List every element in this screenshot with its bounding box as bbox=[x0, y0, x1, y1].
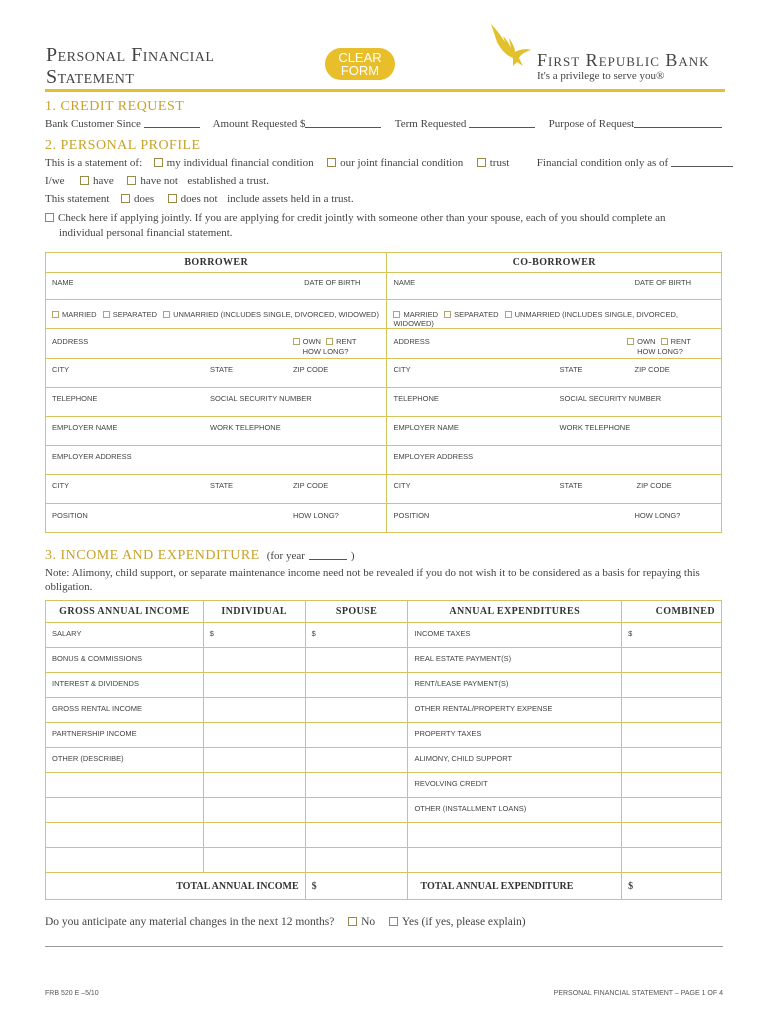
rent-label: RENT bbox=[670, 337, 691, 346]
expense-label-cell bbox=[408, 723, 622, 748]
established-label: established a trust. bbox=[187, 175, 269, 187]
coborrower-name-cell[interactable] bbox=[387, 273, 722, 300]
individual-value-cell[interactable] bbox=[203, 673, 305, 698]
expense-label: PROPERTY TAXES bbox=[414, 729, 482, 738]
dollar-sign: $ bbox=[311, 880, 317, 892]
individual-value-cell[interactable] bbox=[203, 773, 305, 798]
does-not-checkbox[interactable] bbox=[168, 194, 177, 203]
joint-note-line-1: Check here if applying jointly. If you are applying for credit jointly with someone other than your spouse, each of you should complete an bbox=[58, 212, 666, 224]
position-label: POSITION bbox=[52, 511, 88, 520]
name-label: NAME bbox=[393, 278, 416, 287]
dollar-sign: $ bbox=[209, 629, 214, 638]
purpose-label: Purpose of Request bbox=[548, 118, 635, 130]
state-label: STATE bbox=[210, 365, 234, 374]
coborrower-telephone-cell[interactable] bbox=[387, 388, 722, 417]
table-row bbox=[46, 723, 722, 748]
expense-label-cell bbox=[408, 748, 622, 773]
individual-value-cell[interactable] bbox=[203, 698, 305, 723]
spouse-value-cell[interactable] bbox=[305, 623, 408, 648]
coborrower-header: CO-BORROWER bbox=[387, 253, 722, 273]
expense-label: REVOLVING CREDIT bbox=[414, 779, 488, 788]
separated-label: SEPARATED bbox=[112, 310, 158, 319]
city-label: CITY bbox=[393, 365, 411, 374]
spouse-value-cell[interactable] bbox=[305, 798, 408, 823]
income-label: BONUS & COMMISSIONS bbox=[52, 654, 143, 663]
income-label-cell bbox=[46, 848, 204, 873]
rent-checkbox[interactable] bbox=[326, 338, 333, 345]
own-label: OWN bbox=[302, 337, 321, 346]
zip-label: ZIP CODE bbox=[293, 365, 329, 374]
borrower-employer-cell[interactable] bbox=[46, 417, 387, 446]
year-field[interactable] bbox=[309, 559, 347, 560]
total-income-cell bbox=[46, 873, 306, 900]
table-row bbox=[46, 648, 722, 673]
combined-value-cell[interactable] bbox=[622, 673, 722, 698]
expense-label-cell bbox=[408, 648, 622, 673]
state-label: STATE bbox=[559, 365, 583, 374]
expense-label: OTHER RENTAL/PROPERTY EXPENSE bbox=[414, 704, 553, 713]
employer-name-label: EMPLOYER NAME bbox=[52, 423, 118, 432]
profile-table bbox=[45, 252, 722, 533]
income-label-cell bbox=[46, 773, 204, 798]
income-label: SALARY bbox=[52, 629, 82, 638]
coborrower-position-cell[interactable] bbox=[387, 504, 722, 533]
rent-checkbox[interactable] bbox=[661, 338, 668, 345]
borrower-position-cell[interactable] bbox=[46, 504, 387, 533]
total-income-value[interactable] bbox=[305, 873, 408, 900]
spouse-value-cell[interactable] bbox=[305, 848, 408, 873]
coborrower-city-cell[interactable] bbox=[387, 359, 722, 388]
married-label: MARRIED bbox=[403, 310, 439, 319]
statement-of-line bbox=[45, 157, 733, 169]
borrower-employer-city-cell[interactable] bbox=[46, 475, 387, 504]
spouse-value-cell[interactable] bbox=[305, 673, 408, 698]
yes-label: Yes bbox=[401, 916, 419, 928]
expense-label-cell bbox=[408, 848, 622, 873]
income-label: PARTNERSHIP INCOME bbox=[52, 729, 137, 738]
expense-label-cell bbox=[408, 798, 622, 823]
no-checkbox[interactable] bbox=[348, 917, 357, 926]
table-row bbox=[46, 748, 722, 773]
income-label-cell bbox=[46, 698, 204, 723]
dob-label: DATE OF BIRTH bbox=[304, 278, 361, 287]
total-expenditure-cell bbox=[408, 873, 622, 900]
does-checkbox[interactable] bbox=[121, 194, 130, 203]
header-rule bbox=[45, 89, 725, 92]
unmarried-checkbox[interactable] bbox=[505, 311, 512, 318]
how-long-label: HOW LONG? bbox=[637, 347, 683, 356]
spouse-value-cell[interactable] bbox=[305, 723, 408, 748]
table-row bbox=[46, 798, 722, 823]
unmarried-label: UNMARRIED (INCLUDES SINGLE, DIVORCED, WIDOWED) bbox=[393, 310, 678, 328]
purpose-field[interactable] bbox=[634, 127, 722, 128]
how-long-label: HOW LONG? bbox=[302, 347, 349, 356]
tagline: It's a privilege to serve you® bbox=[537, 70, 665, 82]
rent-label: RENT bbox=[336, 337, 357, 346]
telephone-label: TELEPHONE bbox=[52, 394, 98, 403]
section-1-title: 1. CREDIT REQUEST bbox=[45, 99, 185, 114]
page-number: PERSONAL FINANCIAL STATEMENT – PAGE 1 OF 4 bbox=[553, 990, 723, 997]
borrower-name-cell[interactable] bbox=[46, 273, 387, 300]
employer-address-label: EMPLOYER ADDRESS bbox=[52, 452, 132, 461]
income-expenditure-table bbox=[45, 600, 722, 900]
trust-established-line bbox=[45, 175, 269, 187]
yes-checkbox[interactable] bbox=[389, 917, 398, 926]
total-expenditure-value[interactable] bbox=[622, 873, 722, 900]
question-text: Do you anticipate any material changes in the next 12 months? bbox=[45, 916, 335, 928]
expense-label-cell bbox=[408, 698, 622, 723]
section-3-title: 3. INCOME AND EXPENDITURE bbox=[45, 548, 260, 563]
expense-label: OTHER (INSTALLMENT LOANS) bbox=[414, 804, 527, 813]
borrower-telephone-cell[interactable] bbox=[46, 388, 387, 417]
telephone-label: TELEPHONE bbox=[393, 394, 439, 403]
close-paren: ) bbox=[350, 550, 355, 562]
combined-value-cell[interactable] bbox=[622, 698, 722, 723]
unmarried-checkbox[interactable] bbox=[163, 311, 170, 318]
own-checkbox[interactable] bbox=[627, 338, 634, 345]
joint-application-checkbox[interactable] bbox=[45, 213, 54, 222]
expense-label-cell bbox=[408, 623, 622, 648]
term-label: Term Requested bbox=[394, 118, 467, 130]
explain-line[interactable] bbox=[45, 946, 723, 947]
borrower-employer-address-cell[interactable] bbox=[46, 446, 387, 475]
does-label: does bbox=[133, 193, 155, 205]
expense-label: REAL ESTATE PAYMENT(S) bbox=[414, 654, 512, 663]
income-label: GROSS RENTAL INCOME bbox=[52, 704, 143, 713]
expense-label-cell bbox=[408, 673, 622, 698]
section-2-title: 2. PERSONAL PROFILE bbox=[45, 138, 201, 153]
form-id: FRB 520 E –5/10 bbox=[45, 990, 99, 997]
spouse-value-cell[interactable] bbox=[305, 823, 408, 848]
as-of-label: Financial condition only as of bbox=[536, 157, 669, 169]
bank-name: First Republic Bank bbox=[537, 50, 710, 70]
combined-value-cell[interactable] bbox=[622, 848, 722, 873]
combined-value-cell[interactable] bbox=[622, 623, 722, 648]
coborrower-employer-address-cell[interactable] bbox=[387, 446, 722, 475]
dollar-sign: $ bbox=[311, 629, 316, 638]
address-label: ADDRESS bbox=[393, 337, 430, 346]
credit-request-line bbox=[45, 118, 722, 130]
individual-value-cell[interactable] bbox=[203, 623, 305, 648]
employer-address-label: EMPLOYER ADDRESS bbox=[393, 452, 474, 461]
for-year-label: (for year bbox=[266, 550, 305, 562]
expense-label: ALIMONY, CHILD SUPPORT bbox=[414, 754, 513, 763]
title-line-1: Personal Financial bbox=[46, 44, 215, 66]
spouse-value-cell[interactable] bbox=[305, 648, 408, 673]
name-label: NAME bbox=[52, 278, 74, 287]
no-label: No bbox=[361, 916, 376, 928]
work-telephone-label: WORK TELEPHONE bbox=[559, 423, 631, 432]
unmarried-label: UNMARRIED (INCLUDES SINGLE, DIVORCED, WIDOWED) bbox=[173, 310, 379, 319]
coborrower-employer-city-cell[interactable] bbox=[387, 475, 722, 504]
expense-label: INCOME TAXES bbox=[414, 629, 471, 638]
statement-of-label: This is a statement of: bbox=[45, 157, 143, 169]
married-label: MARRIED bbox=[62, 310, 97, 319]
income-label: OTHER (DESCRIBE) bbox=[52, 754, 124, 763]
coborrower-marital-cell bbox=[387, 300, 722, 329]
amount-field[interactable] bbox=[305, 127, 381, 128]
title-line-2: Statement bbox=[46, 66, 135, 88]
table-row bbox=[46, 698, 722, 723]
income-note-line-2: obligation. bbox=[45, 581, 93, 593]
spouse-value-cell[interactable] bbox=[305, 773, 408, 798]
expense-label: RENT/LEASE PAYMENT(S) bbox=[414, 679, 509, 688]
coborrower-employer-cell[interactable] bbox=[387, 417, 722, 446]
have-not-checkbox[interactable] bbox=[127, 176, 136, 185]
clear-label: CLEAR bbox=[338, 50, 382, 65]
income-label-cell bbox=[46, 798, 204, 823]
zip-label: ZIP CODE bbox=[636, 481, 672, 490]
this-statement-label: This statement bbox=[45, 193, 110, 205]
statement-includes-line bbox=[45, 193, 354, 205]
amount-label: Amount Requested $ bbox=[212, 118, 306, 130]
does-not-label: does not bbox=[180, 193, 218, 205]
married-checkbox[interactable] bbox=[393, 311, 400, 318]
explain-label: (if yes, please explain) bbox=[421, 916, 526, 928]
combined-value-cell[interactable] bbox=[622, 648, 722, 673]
individual-value-cell[interactable] bbox=[203, 748, 305, 773]
individual-value-cell[interactable] bbox=[203, 798, 305, 823]
dob-label: DATE OF BIRTH bbox=[634, 278, 691, 287]
table-row bbox=[46, 823, 722, 848]
form-label: FORM bbox=[340, 63, 380, 78]
zip-label: ZIP CODE bbox=[634, 365, 670, 374]
individual-header: INDIVIDUAL bbox=[203, 601, 305, 623]
combined-value-cell[interactable] bbox=[622, 798, 722, 823]
income-label: INTEREST & DIVIDENDS bbox=[52, 679, 139, 688]
separated-checkbox[interactable] bbox=[103, 311, 110, 318]
eagle-logo-icon bbox=[487, 20, 535, 68]
page-title bbox=[46, 44, 214, 88]
joint-application-line bbox=[45, 212, 666, 224]
zip-label: ZIP CODE bbox=[293, 481, 329, 490]
term-field[interactable] bbox=[469, 127, 535, 128]
borrower-marital-cell bbox=[46, 300, 387, 329]
combined-value-cell[interactable] bbox=[622, 773, 722, 798]
work-telephone-label: WORK TELEPHONE bbox=[210, 423, 281, 432]
city-label: CITY bbox=[52, 365, 70, 374]
table-row bbox=[46, 773, 722, 798]
annual-expenditures-header: ANNUAL EXPENDITURES bbox=[408, 601, 622, 623]
how-long-label: HOW LONG? bbox=[634, 511, 681, 520]
own-label: OWN bbox=[637, 337, 656, 346]
spouse-value-cell[interactable] bbox=[305, 748, 408, 773]
position-label: POSITION bbox=[393, 511, 430, 520]
individual-value-cell[interactable] bbox=[203, 723, 305, 748]
income-label-cell bbox=[46, 748, 204, 773]
customer-since-field[interactable] bbox=[144, 127, 200, 128]
trust-label: trust bbox=[489, 157, 510, 169]
city-label: CITY bbox=[52, 481, 70, 490]
how-long-label: HOW LONG? bbox=[293, 511, 339, 520]
joint-note-line-2: individual personal financial statement. bbox=[59, 227, 233, 239]
dollar-sign: $ bbox=[628, 880, 634, 892]
combined-value-cell[interactable] bbox=[622, 748, 722, 773]
combined-header: COMBINED bbox=[622, 601, 722, 623]
state-label: STATE bbox=[210, 481, 234, 490]
city-label: CITY bbox=[393, 481, 411, 490]
individual-label: my individual financial condition bbox=[166, 157, 314, 169]
have-checkbox[interactable] bbox=[80, 176, 89, 185]
income-label-cell bbox=[46, 723, 204, 748]
ssn-label: SOCIAL SECURITY NUMBER bbox=[210, 394, 312, 403]
individual-value-cell[interactable] bbox=[203, 823, 305, 848]
income-note-line-1: Note: Alimony, child support, or separate maintenance income need not be revealed if you do not wish it to be considered as a basis for repaying this bbox=[45, 567, 700, 579]
have-label: have bbox=[93, 175, 114, 187]
address-label: ADDRESS bbox=[52, 337, 89, 346]
income-label-cell bbox=[46, 823, 204, 848]
borrower-address-cell[interactable] bbox=[46, 329, 387, 359]
ssn-label: SOCIAL SECURITY NUMBER bbox=[559, 394, 662, 403]
total-expenditure-label: TOTAL ANNUAL EXPENDITURE bbox=[420, 880, 574, 892]
spouse-header: SPOUSE bbox=[305, 601, 408, 623]
individual-checkbox[interactable] bbox=[154, 158, 163, 167]
as-of-field[interactable] bbox=[671, 166, 733, 167]
own-checkbox[interactable] bbox=[293, 338, 300, 345]
dollar-sign: $ bbox=[628, 629, 633, 638]
joint-label: our joint financial condition bbox=[340, 157, 464, 169]
income-label-cell bbox=[46, 648, 204, 673]
state-label: STATE bbox=[559, 481, 583, 490]
individual-value-cell[interactable] bbox=[203, 648, 305, 673]
have-not-label: have not bbox=[140, 175, 178, 187]
gross-income-header: GROSS ANNUAL INCOME bbox=[46, 601, 204, 623]
combined-value-cell[interactable] bbox=[622, 823, 722, 848]
employer-name-label: EMPLOYER NAME bbox=[393, 423, 459, 432]
section-3-heading bbox=[45, 546, 355, 564]
income-label-cell bbox=[46, 673, 204, 698]
table-row bbox=[46, 848, 722, 873]
expense-label-cell bbox=[408, 823, 622, 848]
coborrower-address-cell[interactable] bbox=[387, 329, 722, 359]
table-row bbox=[46, 623, 722, 648]
combined-value-cell[interactable] bbox=[622, 723, 722, 748]
borrower-city-cell[interactable] bbox=[46, 359, 387, 388]
customer-since-label: Bank Customer Since bbox=[45, 118, 141, 130]
trust-checkbox[interactable] bbox=[477, 158, 486, 167]
table-row bbox=[46, 673, 722, 698]
income-label-cell bbox=[46, 623, 204, 648]
separated-label: SEPARATED bbox=[454, 310, 499, 319]
separated-checkbox[interactable] bbox=[444, 311, 451, 318]
total-income-label: TOTAL ANNUAL INCOME bbox=[176, 880, 299, 892]
individual-value-cell[interactable] bbox=[203, 848, 305, 873]
iwe-label: I/we bbox=[45, 175, 65, 187]
expense-label-cell bbox=[408, 773, 622, 798]
clear-form-button[interactable] bbox=[325, 48, 395, 80]
married-checkbox[interactable] bbox=[52, 311, 59, 318]
material-changes-question bbox=[45, 916, 526, 928]
spouse-value-cell[interactable] bbox=[305, 698, 408, 723]
include-assets-label: include assets held in a trust. bbox=[227, 193, 354, 205]
borrower-header: BORROWER bbox=[46, 253, 387, 273]
joint-checkbox[interactable] bbox=[327, 158, 336, 167]
